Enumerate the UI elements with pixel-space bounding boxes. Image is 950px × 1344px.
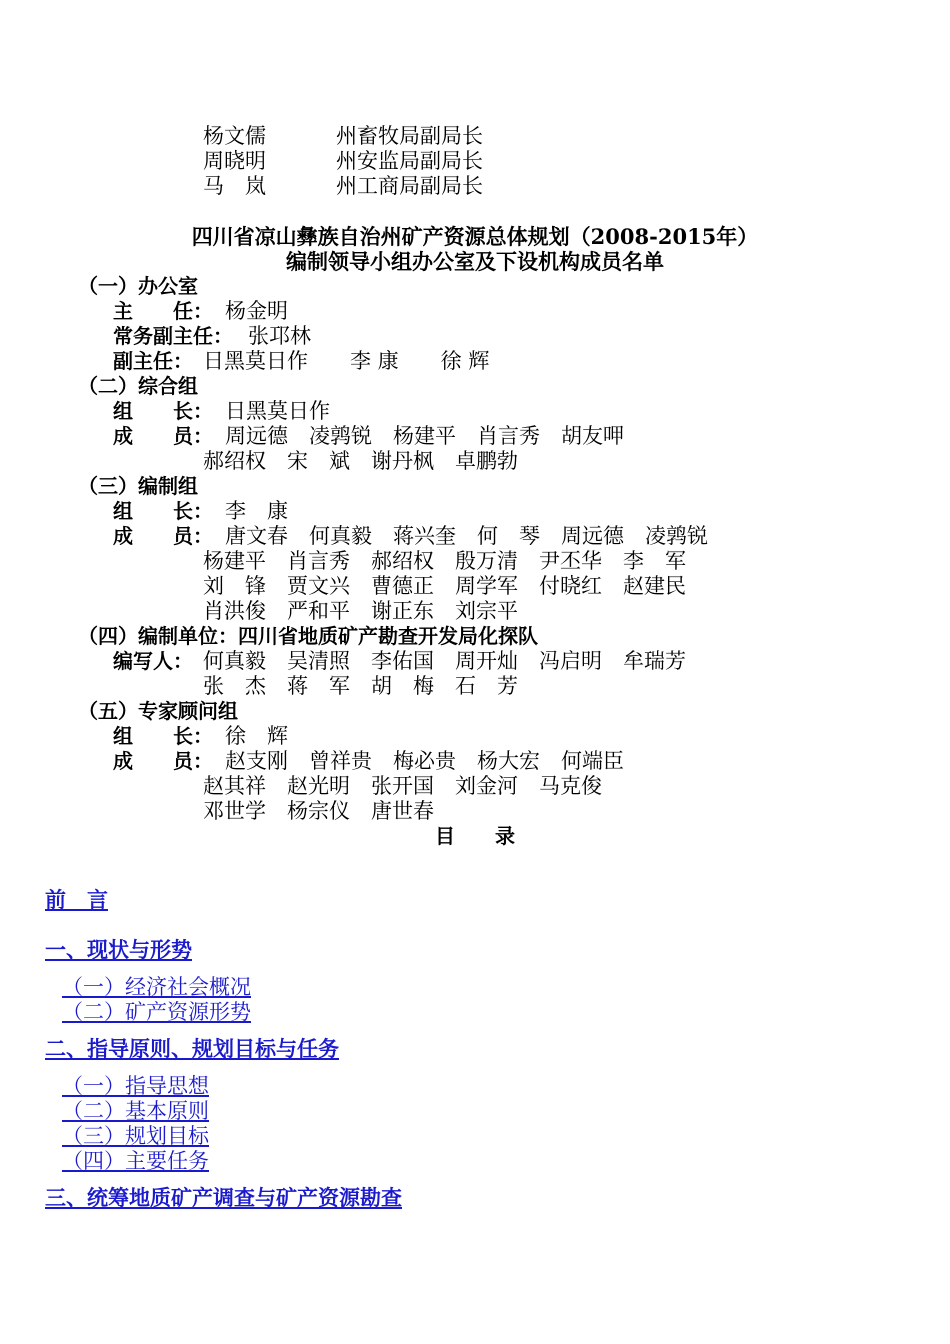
leader-label: 组 长： <box>113 724 213 748</box>
writers-line: 张 杰 蒋 军 胡 梅 石 芳 <box>203 674 518 698</box>
members-line: 唐文春 何真毅 蒋兴奎 何 琴 周远德 凌鹑锐 <box>225 524 708 548</box>
toc-link-1-2[interactable]: （二）矿产资源形势 <box>62 1000 251 1024</box>
members-line: 周远德 凌鹑锐 杨建平 肖言秀 胡友呷 <box>225 424 624 448</box>
section-compile-heading: （三）编制组 <box>78 474 198 498</box>
member-name: 马 岚 <box>203 174 266 198</box>
writers-label: 编写人： <box>113 649 193 673</box>
members-line: 郝绍权 宋 斌 谢丹枫 卓鹏勃 <box>203 449 518 473</box>
toc-link-2-1[interactable]: （一）指导思想 <box>62 1074 209 1098</box>
member-name: 杨文儒 <box>203 124 266 148</box>
leader-name: 徐 辉 <box>225 724 288 748</box>
leader-label: 组 长： <box>113 499 213 523</box>
members-line: 肖洪俊 严和平 谢正东 刘宗平 <box>203 599 518 623</box>
exec-deputy-name: 张邛林 <box>248 324 311 348</box>
toc-link-chapter-3[interactable]: 三、统筹地质矿产调查与矿产资源勘查 <box>45 1186 402 1210</box>
deputy-names: 日黑莫日作 李 康 徐 辉 <box>203 349 490 373</box>
toc-link-preface[interactable]: 前 言 <box>45 888 108 912</box>
leader-label: 组 长： <box>113 399 213 423</box>
members-line: 赵支刚 曾祥贵 梅必贵 杨大宏 何端臣 <box>225 749 624 773</box>
document-title: 四川省凉山彝族自治州矿产资源总体规划（2008-2015年） <box>191 224 759 249</box>
leader-name: 李 康 <box>225 499 288 523</box>
members-line: 杨建平 肖言秀 郝绍权 殷万清 尹丕华 李 军 <box>203 549 686 573</box>
section-unit-heading: （四）编制单位：四川省地质矿产勘查开发局化探队 <box>78 624 538 648</box>
section-general-heading: （二）综合组 <box>78 374 198 398</box>
toc-link-2-3[interactable]: （三）规划目标 <box>62 1124 209 1148</box>
members-label: 成 员： <box>113 424 213 448</box>
toc-title: 目 录 <box>435 824 515 848</box>
members-line: 赵其祥 赵光明 张开国 刘金河 马克俊 <box>203 774 602 798</box>
director-label: 主 任： <box>113 299 213 323</box>
member-name: 周晓明 <box>203 149 266 173</box>
members-line: 刘 锋 贾文兴 曹德正 周学军 付晓红 赵建民 <box>203 574 686 598</box>
document-subtitle: 编制领导小组办公室及下设机构成员名单 <box>286 249 664 274</box>
member-title: 州畜牧局副局长 <box>336 124 483 148</box>
toc-link-2-4[interactable]: （四）主要任务 <box>62 1149 209 1173</box>
section-office-heading: （一）办公室 <box>78 274 198 298</box>
exec-deputy-label: 常务副主任： <box>113 324 233 348</box>
member-title: 州安监局副局长 <box>336 149 483 173</box>
section-experts-heading: （五）专家顾问组 <box>78 699 238 723</box>
writers-line: 何真毅 吴清照 李佑国 周开灿 冯启明 牟瑞芳 <box>203 649 686 673</box>
members-line: 邓世学 杨宗仪 唐世春 <box>203 799 434 823</box>
toc-link-chapter-1[interactable]: 一、现状与形势 <box>45 938 192 962</box>
members-label: 成 员： <box>113 524 213 548</box>
deputy-label: 副主任： <box>113 349 193 373</box>
leader-name: 日黑莫日作 <box>225 399 330 423</box>
members-label: 成 员： <box>113 749 213 773</box>
toc-link-chapter-2[interactable]: 二、指导原则、规划目标与任务 <box>45 1037 339 1061</box>
toc-link-2-2[interactable]: （二）基本原则 <box>62 1099 209 1123</box>
director-name: 杨金明 <box>225 299 288 323</box>
member-title: 州工商局副局长 <box>336 174 483 198</box>
toc-link-1-1[interactable]: （一）经济社会概况 <box>62 975 251 999</box>
